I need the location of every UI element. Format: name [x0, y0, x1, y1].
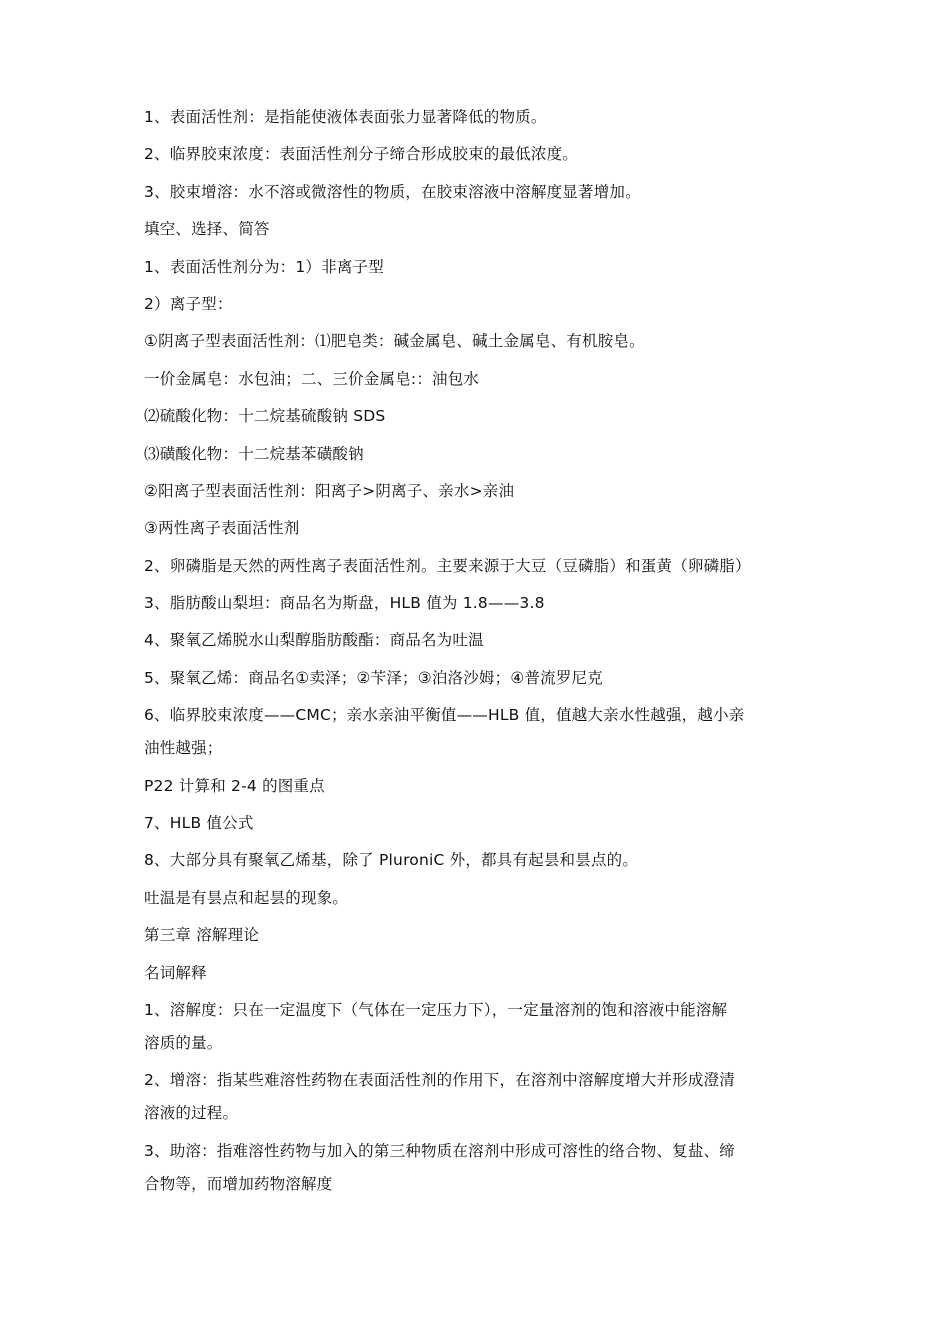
text-line-2: 2、临界胶束浓度：表面活性剂分子缔合形成胶束的最低浓度。 — [144, 145, 578, 164]
section-heading-fill-choice-answer: 填空、选择、简答 — [144, 220, 270, 239]
text-line-14: 3、脂肪酸山梨坦：商品名为斯盘，HLB 值为 1.8——3.8 — [144, 594, 545, 613]
text-line-30: 合物等，而增加药物溶解度 — [144, 1174, 333, 1193]
text-line-7: ①阴离子型表面活性剂：⑴肥皂类：碱金属皂、碱土金属皂、有机胺皂。 — [144, 332, 645, 351]
text-line-11: ②阳离子型表面活性剂：阳离子>阴离子、亲水>亲油 — [144, 481, 515, 500]
chapter-heading: 第三章 溶解理论 — [144, 926, 260, 945]
text-line-5: 1、表面活性剂分为：1）非离子型 — [144, 257, 384, 276]
text-line-3: 3、胶束增溶：水不溶或微溶性的物质，在胶束溶液中溶解度显著增加。 — [144, 182, 641, 201]
text-line-9: ⑵硫酸化物：十二烷基硫酸钠 SDS — [144, 407, 386, 426]
text-line-16: 5、聚氧乙烯：商品名①卖泽；②苄泽；③泊洛沙姆；④普流罗尼克 — [144, 668, 603, 687]
text-line-10: ⑶磺酸化物：十二烷基苯磺酸钠 — [144, 444, 364, 463]
text-line-28: 溶液的过程。 — [144, 1104, 239, 1123]
text-line-25: 1、溶解度：只在一定温度下（气体在一定压力下），一定量溶剂的饱和溶液中能溶解 — [144, 1000, 728, 1019]
text-line-18: 油性越强； — [144, 739, 223, 758]
text-line-12: ③两性离子表面活性剂 — [144, 519, 300, 538]
text-line-13: 2、卵磷脂是天然的两性离子表面活性剂。主要来源于大豆（豆磷脂）和蛋黄（卵磷脂） — [144, 556, 751, 575]
text-line-17: 6、临界胶束浓度——CMC；亲水亲油平衡值——HLB 值，值越大亲水性越强，越小亲 — [144, 706, 745, 725]
text-line-15: 4、聚氧乙烯脱水山梨醇脂肪酸酯：商品名为吐温 — [144, 631, 484, 650]
text-line-22: 吐温是有昙点和起昙的现象。 — [144, 888, 349, 907]
text-line-21: 8、大部分具有聚氧乙烯基，除了 PluroniC 外，都具有起昙和昙点的。 — [144, 851, 639, 870]
text-line-6: 2）离子型： — [144, 294, 233, 313]
text-line-26: 溶质的量。 — [144, 1033, 223, 1052]
section-heading-terms: 名词解释 — [144, 963, 207, 982]
text-line-29: 3、助溶：指难溶性药物与加入的第三种物质在溶剂中形成可溶性的络合物、复盐、缔 — [144, 1141, 735, 1160]
text-line-8: 一价金属皂：水包油；二、三价金属皂:：油包水 — [144, 369, 480, 388]
document-body — [144, 103, 824, 1207]
text-line-20: 7、HLB 值公式 — [144, 814, 254, 833]
text-line-1: 1、表面活性剂：是指能使液体表面张力显著降低的物质。 — [144, 108, 547, 126]
text-line-19: P22 计算和 2-4 的图重点 — [144, 776, 325, 795]
text-line-27: 2、增溶：指某些难溶性药物在表面活性剂的作用下，在溶剂中溶解度增大并形成澄清 — [144, 1071, 735, 1090]
